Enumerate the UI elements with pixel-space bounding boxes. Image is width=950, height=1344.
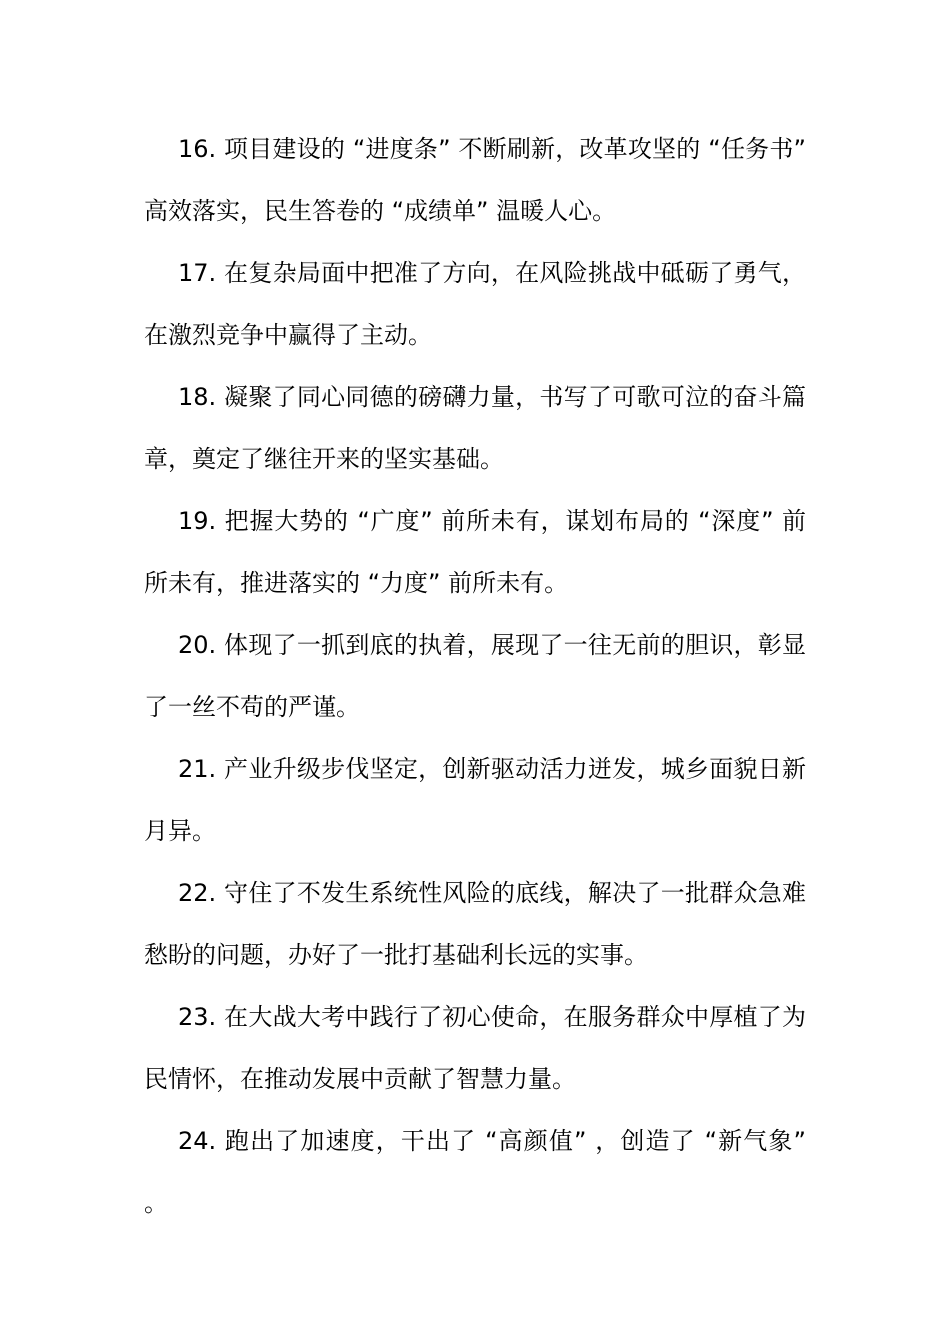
paragraph-21: 21. 产业升级步伐坚定，创新驱动活力迸发，城乡面貌日新月异。 [144, 755, 806, 845]
paragraph-18: 18. 凝聚了同心同德的磅礴力量，书写了可歌可泣的奋斗篇章，奠定了继往开来的坚实基础。 [144, 383, 806, 473]
paragraph-19: 19. 把握大势的 “广度” 前所未有，谋划布局的 “深度” 前所未有，推进落实的 “力度” 前所未有。 [144, 507, 806, 597]
paragraph-23: 23. 在大战大考中践行了初心使命，在服务群众中厚植了为民情怀，在推动发展中贡献了智慧力量。 [144, 1003, 806, 1093]
paragraph-24: 24. 跑出了加速度，干出了 “高颜值” ，创造了 “新气象” 。 [144, 1127, 806, 1217]
paragraph-20: 20. 体现了一抓到底的执着，展现了一往无前的胆识，彰显了一丝不苟的严谨。 [144, 631, 806, 721]
paragraph-22: 22. 守住了不发生系统性风险的底线，解决了一批群众急难愁盼的问题，办好了一批打基础利长远的实事。 [144, 879, 806, 969]
paragraph-17: 17. 在复杂局面中把准了方向，在风险挑战中砥砺了勇气，在激烈竞争中赢得了主动。 [144, 259, 806, 349]
paragraph-16: 16. 项目建设的 “进度条” 不断刷新，改革攻坚的 “任务书” 高效落实，民生答卷的 “成绩单” 温暖人心。 [144, 135, 806, 225]
